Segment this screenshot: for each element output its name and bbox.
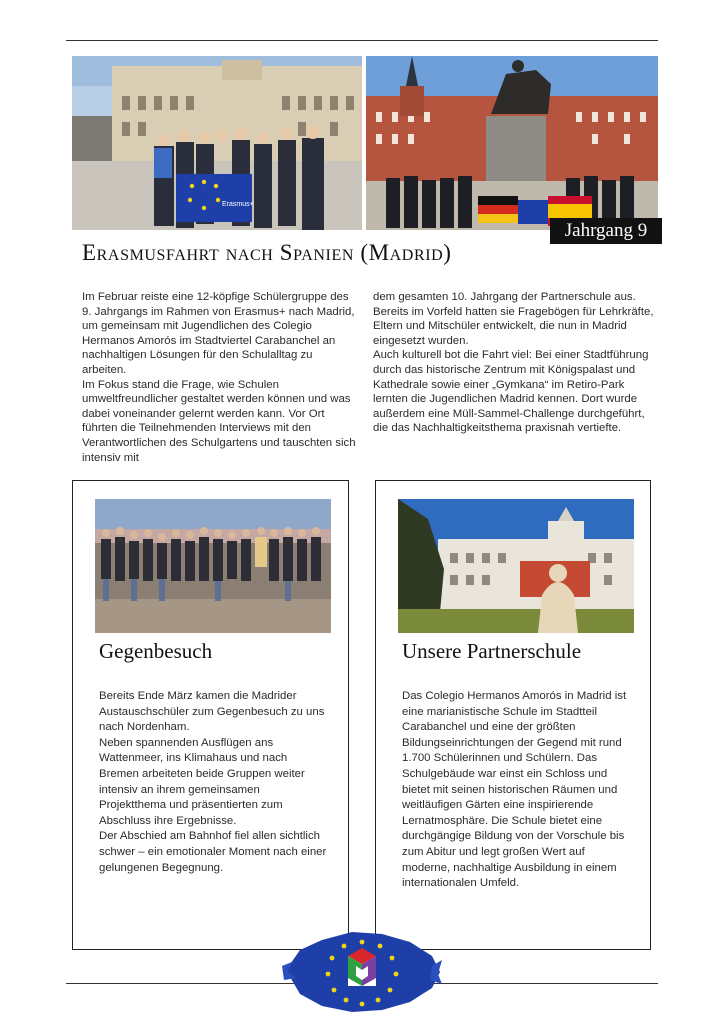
year-badge: Jahrgang 9 [550,218,662,244]
box-paragraph: Neben spannenden Ausflügen ans Wattenmeer, ins Klimahaus und nach Bremen arbeiteten beide Gruppen weiter intensiv an ihrem gemeinsamen Projektthema und präsentierten zum Abschluss ihre Ergebnisse. [99,736,305,827]
photo-royal-palace-group [72,56,362,230]
box-paragraph: Bereits Ende März kamen die Madrider Austauschschüler zum Gegenbesuch zu uns nach Nordenham. [99,690,325,734]
page-title: Erasmusfahrt nach Spanien (Madrid) [82,240,452,265]
box-title-partnerschule: Unsere Partnerschule [402,639,582,663]
box-paragraph: Der Abschied am Bahnhof fiel allen sichtlich schwer – ein emotionaler Moment nach einer gelungenen Begegnung. [99,830,327,874]
article-paragraph: dem gesamten 10. Jahrgang der Partnerschule aus. Bereits im Vorfeld hatten sie Fragebögen für Lehrkräfte, Eltern und Mitschüler entwickelt, die nun in Madrid eingesetzt wurden. [373,291,654,347]
box-text-partnerschule [402,689,632,892]
box-text-gegenbesuch [99,689,329,876]
flag-erasmus-text: Erasmus+ [222,201,254,208]
article-paragraph: Auch kulturell bot die Fahrt viel: Bei einer Stadtführung durch das historische Zentrum mit Königspalast und Kathedrale sowie einer „Gymkana“ im Retiro-Park lernten die Jugendlichen Madrid kennen. Dort wurde außerdem eine Müll-Sammel-Challenge durchgeführt, die das Nachhaltigkeitsthema praxisnah vertiefte. [373,349,649,435]
article-column-left [82,290,358,465]
photo-wattenmeer-group [95,499,331,633]
box-partnerschule [375,480,651,950]
box-gegenbesuch [72,480,349,950]
article-paragraph: Im Februar reiste eine 12-köpfige Schülergruppe des 9. Jahrgangs im Rahmen von Erasmus+ nach Madrid, um gemeinsam mit Jugendlichen des Colegio Hermanos Amorós im Stadtviertel Carabanchel an nachhaltigen Lösungen für den Schulalltag zu arbeiten. [82,291,355,376]
article-paragraph: Im Fokus stand die Frage, wie Schulen umweltfreundlicher gestaltet werden können und was dabei voneinander gelernt werden kann. Vor Ort führten die Teilnehmenden Interviews mit den Verantwortlichen des Schulgartens und tauschten sich intensiv mit [82,378,356,464]
photo-partner-school-building [398,499,634,633]
article-column-right [373,290,655,436]
top-divider [66,40,658,41]
photo-plaza-mayor-group [366,56,658,230]
erasmus-logo [282,926,442,1016]
box-title-gegenbesuch: Gegenbesuch [99,639,213,663]
box-paragraph: Das Colegio Hermanos Amorós in Madrid ist eine marianistische Schule im Stadtteil Carabanchel und eine der größten Bildungseinrichtungen der Gegend mit rund 1.700 Schülerinnen und Schülern. Das Schulgebäude war einst ein Schloss und bietet mit seinen historischen Räumen und weitläufigen Gärten eine inspirierende Lernatmosphäre. Die Schule bietet eine durchgängige Bildung von der Vorschule bis zum Abitur und legt großen Wert auf moderne, nachhaltige Ausbildung in einem internationalen Umfeld. [402,690,627,890]
